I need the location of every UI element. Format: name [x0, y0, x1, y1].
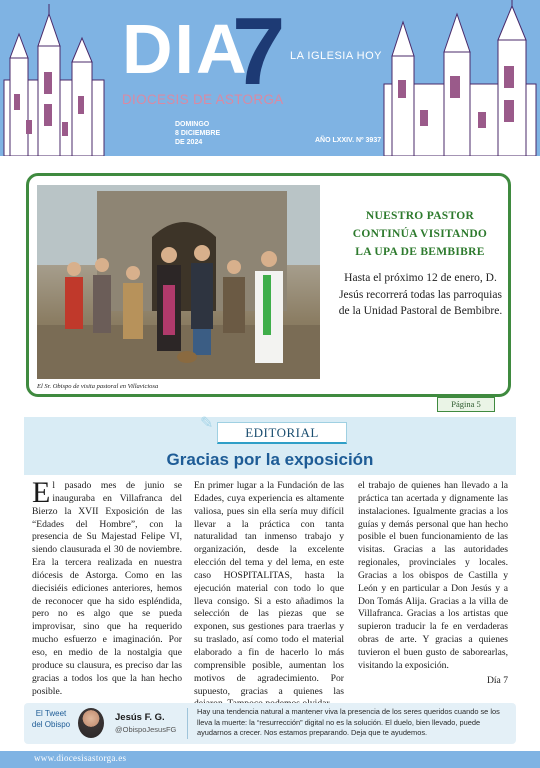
date-day: 8 DICIEMBRE: [175, 129, 221, 137]
quill-icon: ✎: [200, 413, 214, 432]
cathedral-illustration-right: [380, 0, 540, 156]
logo-subtitle: LA IGLESIA HOY: [290, 50, 382, 62]
tweet-divider: [187, 708, 188, 739]
footer-bar: [0, 751, 540, 768]
cathedral-illustration-left: [0, 0, 110, 156]
group-photo-illustration: [37, 185, 320, 379]
editorial-column-text: En primer lugar a la Fundación de las Edades, cuya experiencia es altamente valiosa, pues sin ella sería muy difícil llevar a la práctica con tanta naturalidad tan inmenso trabajo y organización, desde la excelente elección del tema y del lema, en este caso HOSPITALITAS, hasta la ejecución material con todo lo que lleva consigo. Si a esto añadimos la selección de las piezas que se exponen, sus gestiones para traerlas y su traslado, así como todo el material elaborado a fin de hacerlo lo más comprensible posible, aumentan los motivos de agradecimiento. Por supuesto, gracias a quienes las: [194, 480, 344, 697]
feature-headline-line: NUESTRO PASTOR: [365, 210, 475, 222]
tweet-author-name: Jesús F. G.: [115, 712, 165, 723]
editorial-signature: Día 7: [486, 674, 508, 686]
feature-box: [26, 173, 511, 397]
issue-number: AÑO LXXIV. Nº 3937: [315, 137, 382, 144]
diocese-name: DIOCESIS DE ASTORGA: [122, 92, 284, 107]
logo-seven: 7: [232, 0, 286, 105]
tweet-label-line: del Obispo: [31, 719, 71, 729]
editorial-title: Gracias por la exposición: [166, 450, 374, 469]
masthead: [0, 0, 540, 156]
page-reference-tab[interactable]: Página 5: [437, 397, 495, 412]
feature-headline: [329, 208, 511, 261]
logo-dia: DIA: [122, 10, 249, 88]
editorial-column-3: [358, 480, 508, 688]
feature-headline-line: LA UPA DE BEMBIBRE: [355, 245, 485, 258]
avatar: [78, 708, 104, 738]
date-year: DE 2024: [175, 138, 203, 146]
tweet-author-handle[interactable]: @ObispoJesusFG: [115, 725, 177, 734]
issue-date: [175, 121, 220, 147]
website-link[interactable]: www.diocesisastorga.es: [34, 753, 127, 763]
tweet-text: Hay una tendencia natural a mantener viva la presencia de los seres queridos cuando se los lleva la muerte: la “resurrección” digital no es la solución. El duelo, bien llevado, puede ayudarnos a crecer. Nos estamos preparando. Deja que te ayudemos.: [197, 707, 500, 738]
feature-photo: [37, 185, 320, 379]
bishop-tweet: [24, 703, 516, 744]
photo-caption: El Sr. Obispo de visita pastoral en Villaviciosa: [37, 383, 159, 390]
feature-headline-line: CONTINÚA VISITANDO: [352, 227, 488, 240]
editorial-column-1: [32, 476, 182, 698]
feature-summary: Hasta el próximo 12 de enero, D. Jesús recorrerá todas las parroquias de la Unidad Pastoral de Bembibre.: [338, 272, 503, 318]
tweet-label-line: El Tweet: [35, 709, 67, 718]
editorial-column-text: el trabajo de quienes han llevado a la práctica tan acertada y dignamente las instalaciones. Igualmente gracias a los guías y demás personal que han hecho posible el buen funcionamiento de las visitas. Gracias a las autoridades regionales, provinciales y locales. Gracias a los obispos de Castilla y León y en particular a Don Jesús y a Don Tomás Alija. Gracias a la villa de Villafranca. Gracias a los artistas que supieron traducir la fe en verdaderas obras de arte. Y gracias a quienes tuvieron el buen gusto de saborearlas, visitando la exposición.: [358, 480, 508, 671]
date-weekday: DOMINGO: [175, 121, 210, 128]
section-label: EDITORIAL: [217, 422, 347, 444]
tweet-section-label: [28, 709, 74, 731]
drop-cap: E: [32, 476, 51, 509]
editorial-column-text: l pasado mes de junio se inauguraba en Villafranca del Bierzo la XVII Exposición de las “Edades del Hombre”, con la presencia de Su Majestad Felipe VI, siendo clausurada el 30 de noviembre. Era la tercera realizada en nuestra diócesis de Astorga. Como en las diecisiéis ediciones anteriores, hemos de reconocer que ha sido espléndida, pero no es algo que se pueda improvisar, sino que ha requerido mucho esfuerzo e imaginación. Por eso, en medio de la nostalgia que produce su clausura, es preciso dar las gracias a todos los que la han hecho posible.: [32, 480, 182, 697]
editorial-column-2: [194, 480, 344, 711]
editorial-body: [32, 476, 510, 698]
